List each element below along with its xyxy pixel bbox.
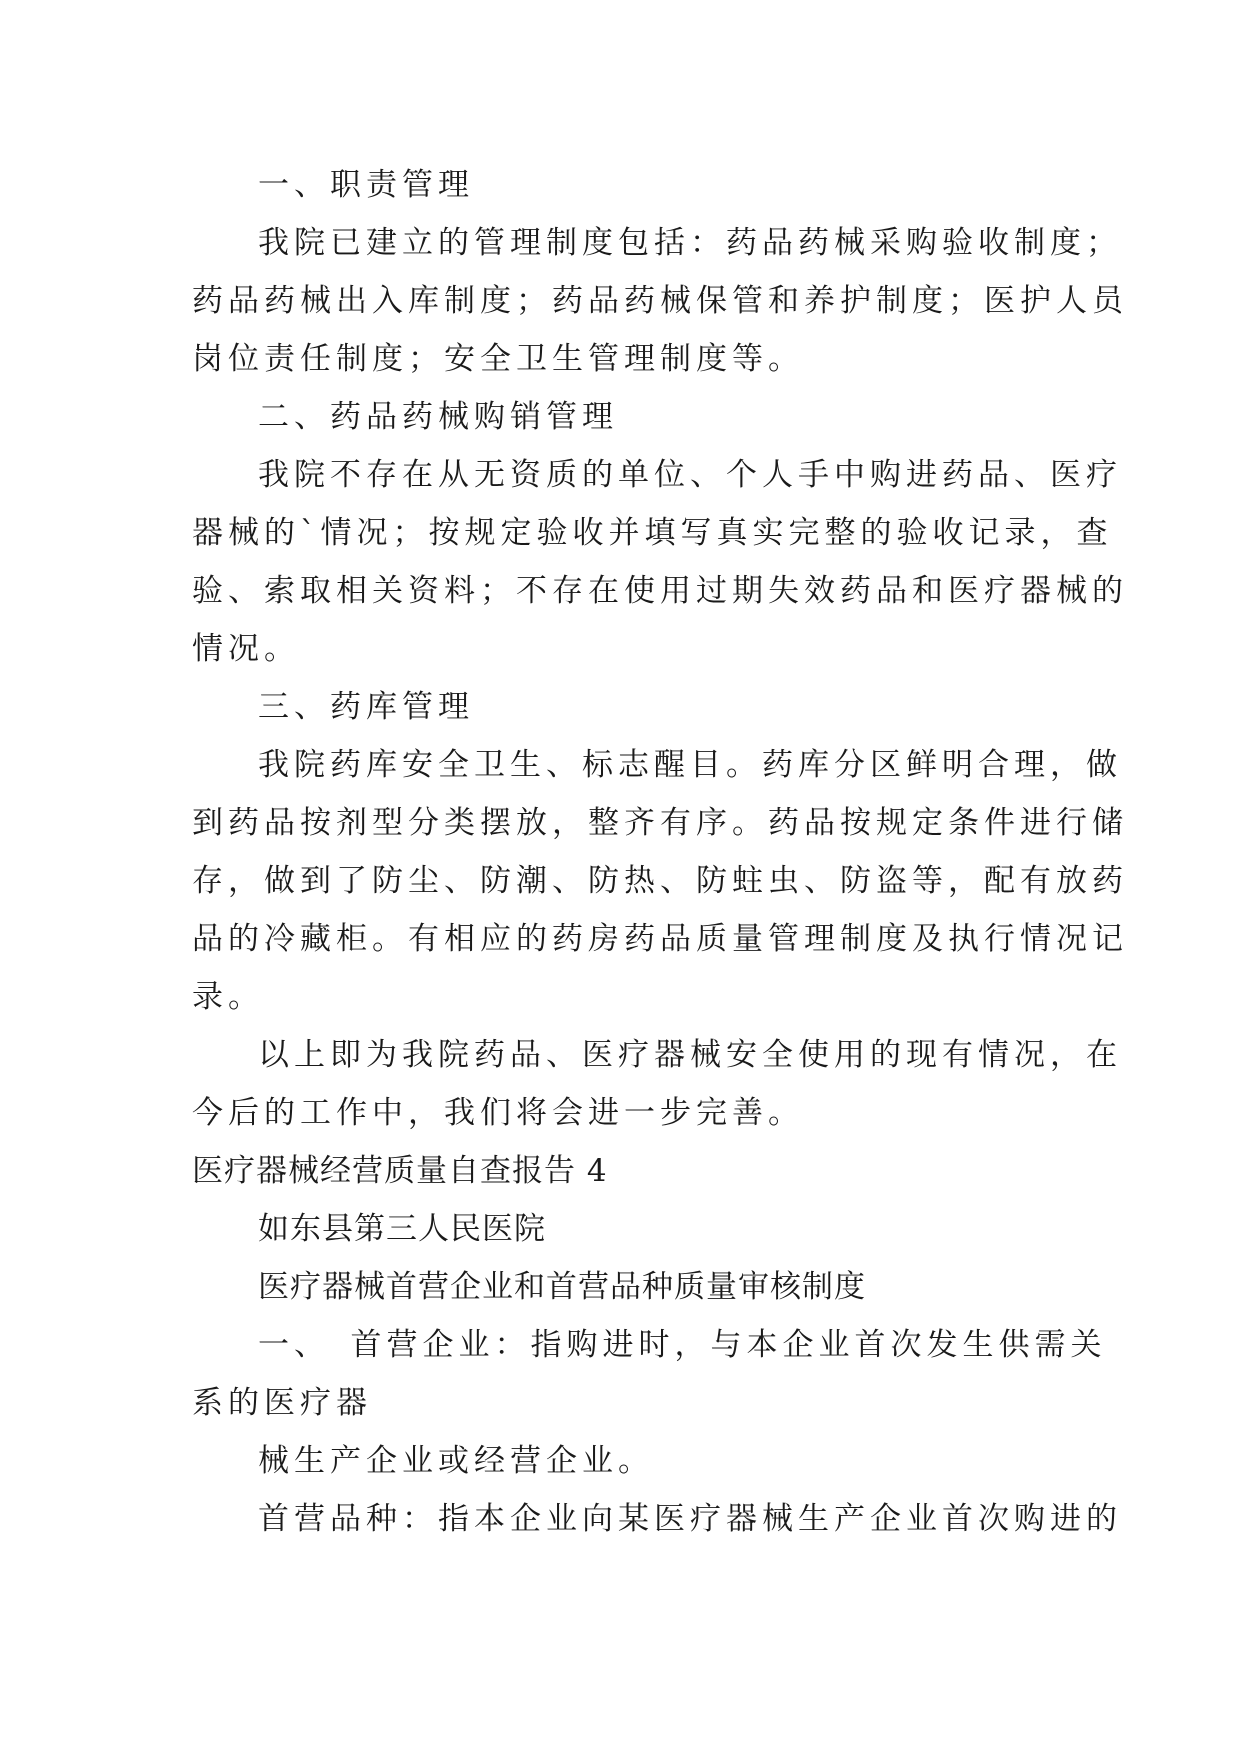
heading-duties: 一、职责管理: [258, 167, 474, 203]
paragraph-line: 品的冷藏柜。有相应的药房药品质量管理制度及执行情况记: [192, 921, 1128, 957]
paragraph-line: 情况。: [192, 631, 300, 667]
paragraph-line: 我院已建立的管理制度包括：药品药械采购验收制度；: [258, 225, 1122, 261]
report-title: 医疗器械经营质量自查报告 4: [192, 1153, 608, 1189]
paragraph-line: 以上即为我院药品、医疗器械安全使用的现有情况，在: [258, 1037, 1122, 1073]
hospital-name: 如东县第三人民医院: [258, 1211, 546, 1247]
paragraph-line: 首营品种：指本企业向某医疗器械生产企业首次购进的: [258, 1501, 1122, 1537]
paragraph-line: 系的医疗器: [192, 1385, 372, 1421]
paragraph-line: 器械的`情况；按规定验收并填写真实完整的验收记录，查: [192, 515, 1113, 551]
paragraph-line: 药品药械出入库制度；药品药械保管和养护制度；医护人员: [192, 283, 1128, 319]
paragraph-line: 今后的工作中，我们将会进一步完善。: [192, 1095, 804, 1131]
heading-procurement: 二、药品药械购销管理: [258, 399, 618, 435]
paragraph-line: 存，做到了防尘、防潮、防热、防蛀虫、防盗等，配有放药: [192, 863, 1128, 899]
paragraph-line: 械生产企业或经营企业。: [258, 1443, 654, 1479]
paragraph-line: 岗位责任制度；安全卫生管理制度等。: [192, 341, 804, 377]
paragraph-line: 我院不存在从无资质的单位、个人手中购进药品、医疗: [258, 457, 1122, 493]
policy-title: 医疗器械首营企业和首营品种质量审核制度: [258, 1269, 866, 1305]
paragraph-line: 验、索取相关资料；不存在使用过期失效药品和医疗器械的: [192, 573, 1128, 609]
paragraph-line: 录。: [192, 979, 264, 1015]
paragraph-line: 我院药库安全卫生、标志醒目。药库分区鲜明合理，做: [258, 747, 1122, 783]
paragraph-line: 一、 首营企业：指购进时，与本企业首次发生供需关: [258, 1327, 1107, 1363]
heading-warehouse: 三、药库管理: [258, 689, 474, 725]
paragraph-line: 到药品按剂型分类摆放，整齐有序。药品按规定条件进行储: [192, 805, 1128, 841]
